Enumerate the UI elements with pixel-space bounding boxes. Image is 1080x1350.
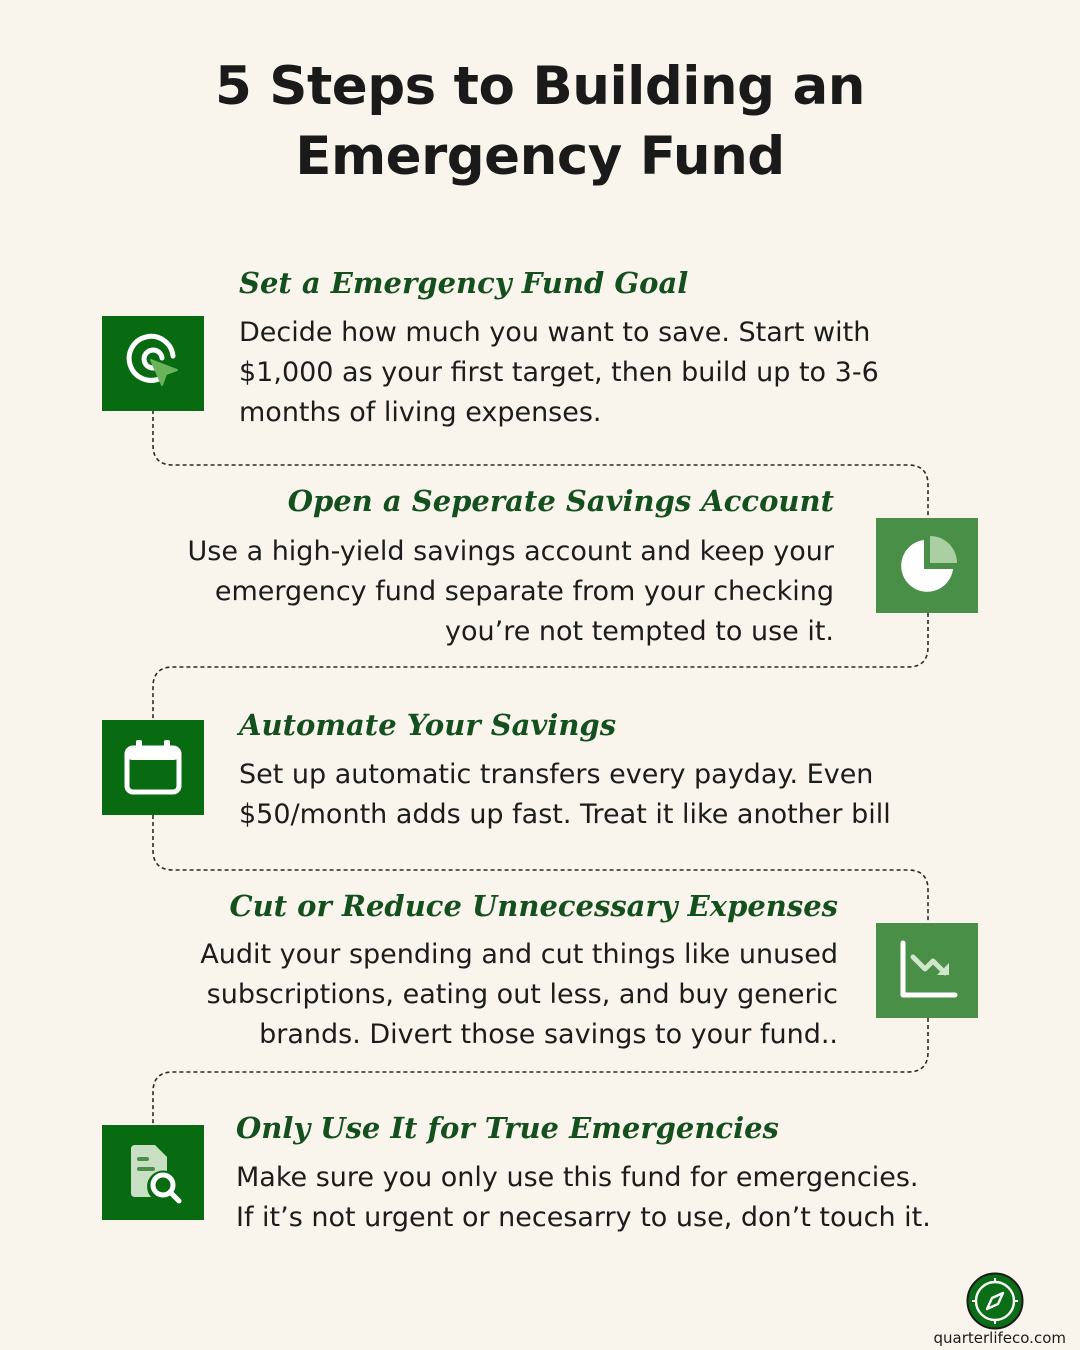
step-5-line-2: If it’s not urgent or necesarry to use, don’t touch it. (236, 1202, 931, 1233)
step-3-heading: Automate Your Savings (239, 708, 617, 742)
step-4-description (200, 935, 838, 1055)
step-3-line-1: Set up automatic transfers every payday. Even (239, 759, 874, 790)
step-4-line-2: subscriptions, eating out less, and buy generic (206, 979, 838, 1010)
step-4-icon-box (876, 923, 978, 1018)
step-5-line-1: Make sure you only use this fund for emergencies. (236, 1162, 919, 1193)
calendar-icon (121, 736, 185, 800)
step-2-description (188, 532, 834, 652)
step-1-line-3: months of living expenses. (239, 397, 602, 428)
pie-chart-icon (895, 534, 959, 598)
title-line-2: Emergency Fund (295, 126, 785, 187)
step-2-line-2: emergency fund separate from your checking (214, 576, 834, 607)
trend-down-chart-icon (895, 939, 959, 1003)
step-1-line-2: $1,000 as your first target, then build up to 3-6 (239, 357, 879, 388)
step-4-line-1: Audit your spending and cut things like unused (200, 939, 838, 970)
step-1-line-1: Decide how much you want to save. Start with (239, 317, 871, 348)
step-5-heading: Only Use It for True Emergencies (236, 1111, 779, 1145)
target-cursor-icon (121, 332, 185, 396)
step-3-icon-box (102, 720, 204, 815)
step-2-line-1: Use a high-yield savings account and keep your (187, 536, 834, 567)
compass-icon (966, 1272, 1024, 1330)
step-5-icon-box (102, 1125, 204, 1220)
step-4-line-3: brands. Divert those savings to your fund.. (259, 1019, 838, 1050)
step-3-description (239, 755, 891, 835)
title-line-1: 5 Steps to Building an (214, 56, 866, 117)
step-2-icon-box (876, 518, 978, 613)
document-search-icon (121, 1141, 185, 1205)
step-2-line-3: you’re not tempted to use it. (445, 616, 834, 647)
step-2-heading: Open a Seperate Savings Account (287, 484, 834, 518)
step-3-line-2: $50/month adds up fast. Treat it like another bill (239, 799, 891, 830)
step-1-description (239, 313, 879, 433)
step-1-icon-box (102, 316, 204, 411)
step-5-description (236, 1158, 931, 1238)
step-4-heading: Cut or Reduce Unnecessary Expenses (229, 889, 838, 923)
step-1-heading: Set a Emergency Fund Goal (239, 266, 689, 300)
website-url: quarterlifeco.com (933, 1329, 1066, 1347)
